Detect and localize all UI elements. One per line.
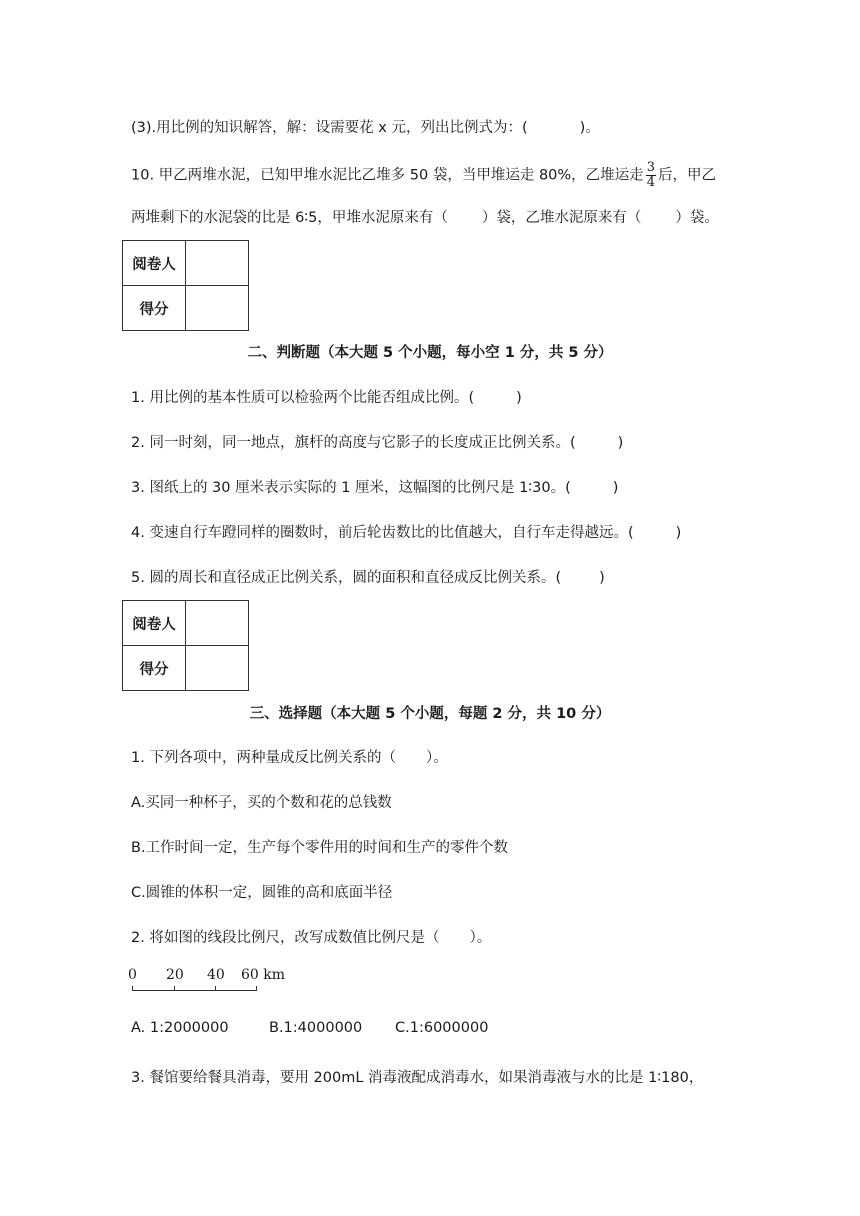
question-text-end: )。 (579, 120, 600, 136)
grade-box (122, 240, 249, 331)
question-text: (3).用比例的知识解答，解：设需要花 x 元，列出比例式为：( (131, 120, 528, 136)
question-10 (131, 161, 716, 190)
option-a: A.买同一种杯子，买的个数和花的总钱数 (131, 795, 392, 811)
score-cell[interactable] (186, 286, 249, 331)
question-text-end: ）。 (425, 750, 448, 766)
reviewer-cell[interactable] (186, 601, 249, 646)
choice-question-1 (131, 748, 448, 768)
question-text: 两堆剩下的水泥袋的比是 6∶5，甲堆水泥原来有（ (131, 210, 448, 226)
scale-tick (215, 986, 216, 991)
question-text: 2. 将如图的线段比例尺，改写成数值比例尺是（ (131, 930, 440, 946)
question-text: 3. 图纸上的 30 厘米表示实际的 1 厘米，这幅图的比例尺是 1∶30。( (131, 480, 571, 496)
option-c: C.1:6000000 (395, 1020, 489, 1036)
question-text: 10. 甲乙两堆水泥，已知甲堆水泥比乙堆多 50 袋，当甲堆运走 80%，乙堆运走 (131, 167, 644, 184)
scale-label: 0 (128, 967, 137, 983)
judgement-question (131, 568, 605, 588)
score-cell[interactable] (186, 646, 249, 691)
question-text-end: ）。 (469, 930, 492, 946)
section-heading-choice: 三、选择题（本大题 5 个小题，每题 2 分，共 10 分） (249, 706, 611, 722)
scale-label: 40 (207, 967, 225, 983)
choice-question-3: 3. 餐馆要给餐具消毒，要用 200mL 消毒液配成消毒水，如果消毒液与水的比是 1∶180， (131, 1070, 704, 1086)
question-text-end: ) (612, 480, 619, 496)
scale-bar (132, 990, 256, 991)
question-text: ）袋，乙堆水泥原来有（ (481, 210, 642, 226)
scale-tick (256, 986, 257, 991)
question-text-end: ) (617, 435, 624, 451)
scale-label: 60 km (241, 967, 286, 983)
reviewer-cell[interactable] (186, 241, 249, 286)
question-text: ）袋。 (675, 210, 719, 226)
fraction-three-quarters (646, 161, 656, 190)
scale-tick (174, 986, 175, 991)
score-label: 得分 (123, 286, 186, 331)
option-b: B.1:4000000 (269, 1020, 363, 1036)
question-text: 2. 同一时刻，同一地点，旗杆的高度与它影子的长度成正比例关系。( (131, 435, 576, 451)
line-segment-scale (128, 966, 298, 998)
option-a: A. 1:2000000 (131, 1020, 229, 1036)
question-text: 1. 下列各项中，两种量成反比例关系的（ (131, 750, 396, 766)
scale-label: 20 (166, 967, 184, 983)
grade-box (122, 600, 249, 691)
choice-question-2 (131, 928, 491, 948)
option-b: B.工作时间一定，生产每个零件用的时间和生产的零件个数 (131, 840, 509, 856)
scale-tick (132, 986, 133, 991)
question-text: 后，甲乙 (657, 167, 716, 184)
question-9-3 (131, 118, 600, 138)
judgement-question (131, 433, 623, 453)
question-text: 5. 圆的周长和直径成正比例关系，圆的面积和直径成反比例关系。( (131, 570, 562, 586)
question-text-end: ) (675, 525, 682, 541)
question-text-end: ) (516, 390, 522, 406)
judgement-question (131, 478, 618, 498)
judgement-question (131, 388, 522, 408)
question-text: 1. 用比例的基本性质可以检验两个比能否组成比例。( (131, 390, 475, 406)
question-10-line2 (131, 208, 719, 228)
fraction-numerator: 3 (646, 160, 655, 175)
section-heading-judgement: 二、判断题（本大题 5 个小题，每小空 1 分，共 5 分） (247, 345, 613, 361)
question-text: 4. 变速自行车蹬同样的圈数时，前后轮齿数比的比值越大，自行车走得越远。( (131, 525, 634, 541)
fraction-denominator: 4 (646, 175, 655, 190)
option-c: C.圆锥的体积一定，圆锥的高和底面半径 (131, 885, 393, 901)
judgement-question (131, 523, 681, 543)
question-text-end: ) (599, 570, 605, 586)
reviewer-label: 阅卷人 (123, 241, 186, 286)
reviewer-label: 阅卷人 (123, 601, 186, 646)
score-label: 得分 (123, 646, 186, 691)
choice-question-2-options (131, 1018, 488, 1038)
